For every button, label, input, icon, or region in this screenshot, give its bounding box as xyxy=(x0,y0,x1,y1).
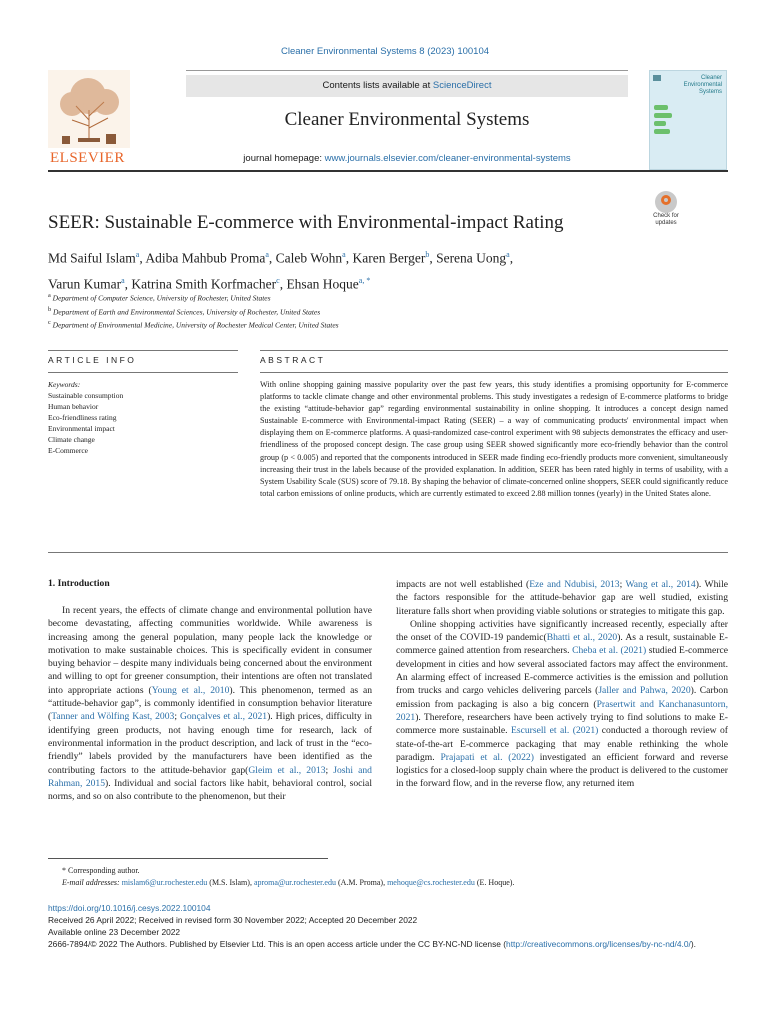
citation-link[interactable]: Tanner and Wölfing Kast, 2003 xyxy=(51,711,175,723)
cover-bar xyxy=(654,113,672,118)
citation-link[interactable]: Cheba et al. (2021) xyxy=(572,645,647,657)
journal-homepage xyxy=(186,153,628,164)
section-heading-introduction: 1. Introduction xyxy=(48,578,110,589)
author-separator: , xyxy=(345,250,353,266)
cover-bar xyxy=(654,105,668,110)
check-updates-label: Check for updates xyxy=(653,213,679,226)
email-link[interactable]: mislam6@ur.rochester.edu xyxy=(121,878,208,887)
abstract-bottom-rule xyxy=(48,552,728,553)
journal-title: Cleaner Environmental Systems xyxy=(284,109,530,130)
journal-reference[interactable]: Cleaner Environmental Systems 8 (2023) 100104 xyxy=(280,46,490,57)
author-affiliation-marker[interactable]: c xyxy=(276,275,280,285)
author-affiliation-marker[interactable]: a xyxy=(121,275,125,285)
affiliation-text: Department of Earth and Environmental Sciences, University of Rochester, United States xyxy=(51,307,321,316)
abstract-rule-top xyxy=(260,350,728,351)
license-suffix: ). xyxy=(690,939,696,949)
check-for-updates-button[interactable] xyxy=(648,191,684,229)
author-list xyxy=(48,244,728,295)
cover-title: Cleaner Environmental Systems xyxy=(683,75,722,95)
body-column-left xyxy=(48,604,372,803)
received-dates: Received 26 April 2022; Received in revised form 30 November 2022; Accepted 20 December 2022 xyxy=(48,915,418,925)
email-owner: (A.M. Proma), xyxy=(335,878,388,887)
citation-link[interactable]: Young et al., 2010 xyxy=(151,684,230,696)
paragraph-text: ). Carbon emission from packaging is also a big concern ( xyxy=(396,685,728,710)
paragraph-text: conducted a thorough review of state-of-the-art E-commerce packaging that may enable rethinking the whole paradigm. xyxy=(396,725,728,763)
author-affiliation-marker[interactable]: a, * xyxy=(358,275,371,285)
paragraph xyxy=(48,604,372,803)
email-link[interactable]: mehoque@cs.rochester.edu xyxy=(387,878,475,887)
paragraph-text: Online shopping activities have significantly increased recently, especially after the onset of the COVID-19 pandemic( xyxy=(396,618,728,644)
author-affiliation-marker[interactable]: a xyxy=(265,250,269,259)
elsevier-logo xyxy=(48,70,130,170)
email-owner: (M.S. Islam), xyxy=(207,878,254,887)
doi-link[interactable]: https://doi.org/10.1016/j.cesys.2022.100104 xyxy=(48,903,211,913)
author-separator: , xyxy=(124,276,132,291)
author-separator: , xyxy=(429,250,437,266)
corresponding-author-note: * Corresponding author. xyxy=(62,866,140,875)
article-info-rule-top xyxy=(48,350,238,351)
abstract-text: With online shopping gaining massive popularity over the past few years, this study identifies a promising opportunity for E-commerce platforms to tackle climate change and other environmental problems. This study investigates a redesign of E-commerce platforms to bridge the existing “attitude-behavior gap” regarding environmental sustainability in online shopping. It introduces a concept design named Sustainable E-commerce with Environmental-impact Rating (SEER) – a way of communicating products' environmental impact when displaying them on E-commerce platforms. A quasi-randomized case-control experiment with 98 subjects demonstrates the efficacy and user-friendliness of the proposed concept design. The case group using SEER showed significantly more eco-friendly behavior than the control group (p < 0.005) and reported that the components introduced in SEER made finding eco-friendly products more convenient, simultaneously increasing their trust in the labels because of the provided explanation. In addition, SEER has been rated highly in terms of usability, with a System Usability Scale (SUS) score of 79.18. By shaping the behavior of climate-concerned online shoppers, SEER could significantly reduce total carbon emissions of online products, which are currently estimated to exceed 2.88 million tonnes (yearly) in the United States alone. xyxy=(260,380,728,498)
citation-link[interactable]: Prasertwit and Kanchanasuntorn, 2021 xyxy=(396,698,728,723)
article-title: SEER: Sustainable E-commerce with Environmental-impact Rating xyxy=(48,212,564,233)
author-separator: , xyxy=(139,250,146,266)
citation-link[interactable]: Gonçalves et al., 2021 xyxy=(179,711,268,723)
paragraph-text: ). Individual and social factors like habit, behavioral control, social norms, and so on also contribute to the phenomenon, but their xyxy=(48,777,372,803)
footnote-rule xyxy=(48,858,328,859)
keyword-list xyxy=(48,390,123,456)
citation-link[interactable]: Joshi and Rahman, 2015 xyxy=(48,764,372,789)
keyword: Climate change xyxy=(48,435,95,444)
author-name[interactable]: Karen Berger xyxy=(352,250,426,266)
author-name[interactable]: Katrina Smith Korfmacher xyxy=(131,276,277,291)
paragraph-text: studied E-commerce development in cities and how several associated factors may affect the environment. An alarming effect of increased E-commerce activities is the emission and pollution from trucks and cargo vehicles delivering parcels ( xyxy=(396,645,728,697)
author-name[interactable]: Adiba Mahbub Proma xyxy=(145,250,266,266)
author-name[interactable]: Ehsan Hoque xyxy=(286,276,359,291)
elsevier-wordmark: ELSEVIER xyxy=(50,150,125,166)
abstract-label: ABSTRACT xyxy=(260,355,326,365)
affiliation xyxy=(48,317,728,331)
paragraph-text: impacts are not well established ( xyxy=(396,579,530,590)
footnotes xyxy=(48,865,728,889)
paragraph-text: ; xyxy=(619,579,626,590)
citation-link[interactable]: Gleim et al., 2013 xyxy=(248,764,326,776)
author-affiliation-marker[interactable]: a xyxy=(135,250,140,259)
affiliation-marker: c xyxy=(48,319,51,326)
license-prefix: 2666-7894/© 2022 The Authors. Published by Elsevier Ltd. This is an open access article under the CC BY-NC-ND license ( xyxy=(48,939,507,949)
license-statement xyxy=(48,938,728,950)
paragraph-text: ). This phenomenon, termed as an “attitude-behavior gap”, is commonly identified in consumption behavior literature ( xyxy=(48,684,373,723)
publication-info xyxy=(48,902,728,950)
keyword: Environmental impact xyxy=(48,424,115,433)
affiliation-marker: a xyxy=(48,292,51,299)
paragraph xyxy=(396,618,728,791)
email-label: E-mail addresses: xyxy=(62,878,120,887)
affiliations xyxy=(48,290,728,331)
author-separator: , xyxy=(279,276,287,291)
citation-link[interactable]: Wang et al., 2014 xyxy=(625,579,696,590)
affiliation xyxy=(48,290,728,304)
abstract-rule xyxy=(260,372,728,373)
keyword: E-Commerce xyxy=(48,446,88,455)
author-separator: , xyxy=(509,250,514,266)
cover-logo-icon xyxy=(653,75,661,81)
elsevier-tree-icon xyxy=(48,70,130,148)
paragraph-text: ). High prices, difficulty in identifying green products, not having enough time for research, lack of environmental information in the product description, and lack of trust in the “eco-friendly” labels provided by the manufacturers have been identified as the contributing factors to the attitude-behavior gap( xyxy=(48,711,372,776)
keyword: Eco-friendliness rating xyxy=(48,413,117,422)
journal-masthead xyxy=(48,70,728,170)
available-online: Available online 23 December 2022 xyxy=(48,927,181,937)
paragraph-text: ). As a result, sustainable E-commerce gained attention from researchers. xyxy=(396,632,728,657)
author-affiliation-marker[interactable]: b xyxy=(425,250,430,259)
affiliation-marker: b xyxy=(48,305,52,313)
paragraph-text: ). Therefore, researchers have been actively trying to find solutions to make E-commerce more sustainable. xyxy=(396,711,728,737)
email-addresses xyxy=(48,877,728,889)
paragraph-text: ; xyxy=(325,764,334,776)
email-link[interactable]: aproma@ur.rochester.edu xyxy=(253,878,336,887)
affiliation-text: Department of Environmental Medicine, University of Rochester Medical Center, United States xyxy=(50,320,339,330)
author-name[interactable]: Varun Kumar xyxy=(48,276,122,291)
citation-link[interactable]: Escursell et al. (2021) xyxy=(511,725,599,737)
contents-available xyxy=(186,75,628,97)
author-separator: , xyxy=(268,250,276,266)
keyword: Sustainable consumption xyxy=(48,391,124,400)
cover-bar xyxy=(654,121,666,126)
journal-cover-thumbnail[interactable] xyxy=(649,70,727,170)
citation-link[interactable]: Prajapati et al. (2022) xyxy=(440,751,534,763)
author-name[interactable]: Md Saiful Islam xyxy=(48,250,136,266)
citation-link[interactable]: Bhatti et al., 2020 xyxy=(546,632,618,644)
check-updates-icon xyxy=(655,191,677,213)
paragraph-text: investigated an efficient forward and reverse logistics for a closed-loop supply chain where the product is delivered to the customer in the forward flow, and in the reverse flow, any returned item xyxy=(396,751,728,790)
citation-link[interactable]: Jaller and Pahwa, 2020 xyxy=(598,685,691,697)
paragraph xyxy=(396,578,728,618)
cover-bar xyxy=(654,129,670,134)
email-owner: (E. Hoque). xyxy=(474,878,515,887)
affiliation-text: Department of Computer Science, University of Rochester, United States xyxy=(50,293,271,303)
paragraph-text: ). While the factors responsible for the attitude-behavior gap are well studied, existing literature falls short when providing viable solutions or strategies to mitigate this gap. xyxy=(396,579,728,617)
contents-prefix: Contents lists available at xyxy=(322,80,433,91)
header-divider xyxy=(48,170,728,172)
author-affiliation-marker[interactable]: a xyxy=(342,250,346,259)
body-column-right xyxy=(396,578,728,791)
keywords-heading: Keywords: xyxy=(48,380,81,389)
author-affiliation-marker[interactable]: a xyxy=(506,250,510,259)
paragraph-text: ; xyxy=(174,711,180,723)
affiliation xyxy=(48,304,728,318)
license-link[interactable]: http://creativecommons.org/licenses/by-nc-nd/4.0/ xyxy=(506,939,691,949)
homepage-prefix: journal homepage: xyxy=(243,153,325,164)
article-info-rule xyxy=(48,372,238,373)
article-info-label: ARTICLE INFO xyxy=(48,355,137,365)
sciencedirect-link[interactable]: ScienceDirect xyxy=(432,80,492,91)
author-name[interactable]: Caleb Wohn xyxy=(275,250,343,266)
masthead-center xyxy=(186,70,628,169)
homepage-link[interactable]: www.journals.elsevier.com/cleaner-environmental-systems xyxy=(324,153,571,164)
paragraph-text: In recent years, the effects of climate change and environmental pollution have become devastating, affecting communities worldwide. While awareness is increasing among the general population, many people lack the knowledge or motivation to make sustainable choices. This is specifically evident in consumer buying behavior – despite many individuals being concerned about the environment and willing to opt for greener consumption, their intentions are often not translated into appropriate actions ( xyxy=(48,605,372,696)
author-name[interactable]: Serena Uong xyxy=(436,250,507,266)
authors-line-1 xyxy=(48,244,728,270)
keyword: Human behavior xyxy=(48,402,99,411)
citation-link[interactable]: Eze and Ndubisi, 2013 xyxy=(529,579,620,590)
